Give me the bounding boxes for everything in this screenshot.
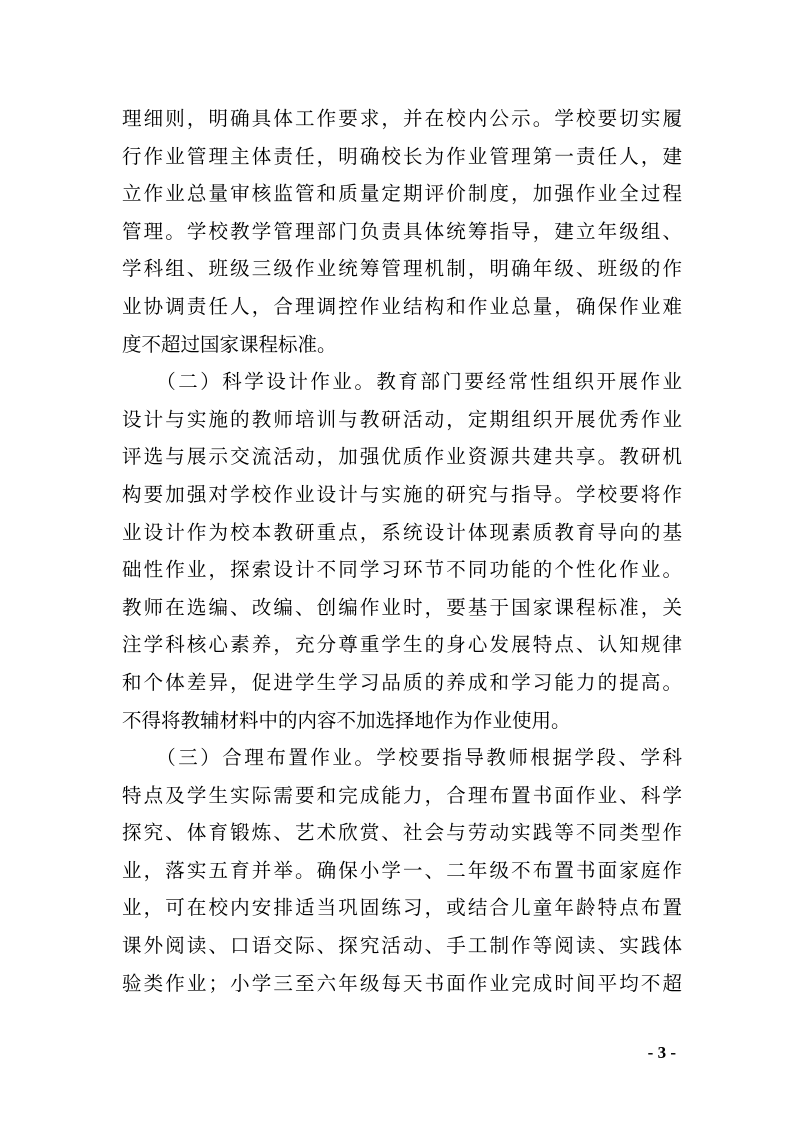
text-line: 础性作业，探索设计不同学习环节不同功能的个性化作业。: [122, 558, 682, 582]
text-line: 理细则，明确具体工作要求，并在校内公示。学校要切实履: [122, 107, 682, 130]
text-line: 教师在选编、改编、创编作业时，要基于国家课程标准，关: [122, 595, 682, 619]
text-line: 业设计作为校本教研重点，系统设计体现素质教育导向的基: [122, 520, 682, 544]
text-line: 立作业总量审核监管和质量定期评价制度，加强作业全过程: [122, 182, 682, 206]
text-line: 和个体差异，促进学生学习品质的养成和学习能力的提高。: [122, 670, 682, 694]
paragraph-end-line: 度不超过国家课程标准。: [122, 332, 337, 356]
text-line: 探究、体育锻炼、艺术欣赏、社会与劳动实践等不同类型作: [122, 821, 682, 845]
page-number: - 3 -: [647, 1043, 676, 1062]
text-line: 业，可在校内安排适当巩固练习，或结合儿童年龄特点布置: [122, 896, 682, 920]
body-text: [122, 100, 682, 1002]
paragraph-end-line: 不得将教辅材料中的内容不加选择地作为作业使用。: [122, 708, 571, 732]
text-line: 构要加强对学校作业设计与实施的研究与指导。学校要将作: [122, 482, 682, 506]
text-line: 行作业管理主体责任，明确校长为作业管理第一责任人，建: [122, 144, 682, 168]
text-line: 评选与展示交流活动，加强优质作业资源共建共享。教研机: [122, 445, 682, 469]
text-line: 学科组、班级三级作业统筹管理机制，明确年级、班级的作: [122, 257, 682, 281]
text-line: 课外阅读、口语交际、探究活动、手工制作等阅读、实践体: [122, 934, 682, 958]
text-line: 业，落实五育并举。确保小学一、二年级不布置书面家庭作: [122, 858, 682, 882]
text-line: 验类作业；小学三至六年级每天书面作业完成时间平均不超: [122, 971, 682, 995]
text-line: 业协调责任人，合理调控作业结构和作业总量，确保作业难: [122, 294, 682, 318]
section-heading-line: （二）科学设计作业。教育部门要经常性组织开展作业: [122, 370, 682, 394]
text-line: 管理。学校教学管理部门负责具体统筹指导，建立年级组、: [122, 219, 682, 243]
text-line: 注学科核心素养，充分尊重学生的身心发展特点、认知规律: [122, 633, 682, 657]
text-line: 特点及学生实际需要和完成能力，合理布置书面作业、科学: [122, 783, 682, 807]
text-line: 设计与实施的教师培训与教研活动，定期组织开展优秀作业: [122, 407, 682, 431]
section-heading-line: （三）合理布置作业。学校要指导教师根据学段、学科: [122, 746, 682, 770]
